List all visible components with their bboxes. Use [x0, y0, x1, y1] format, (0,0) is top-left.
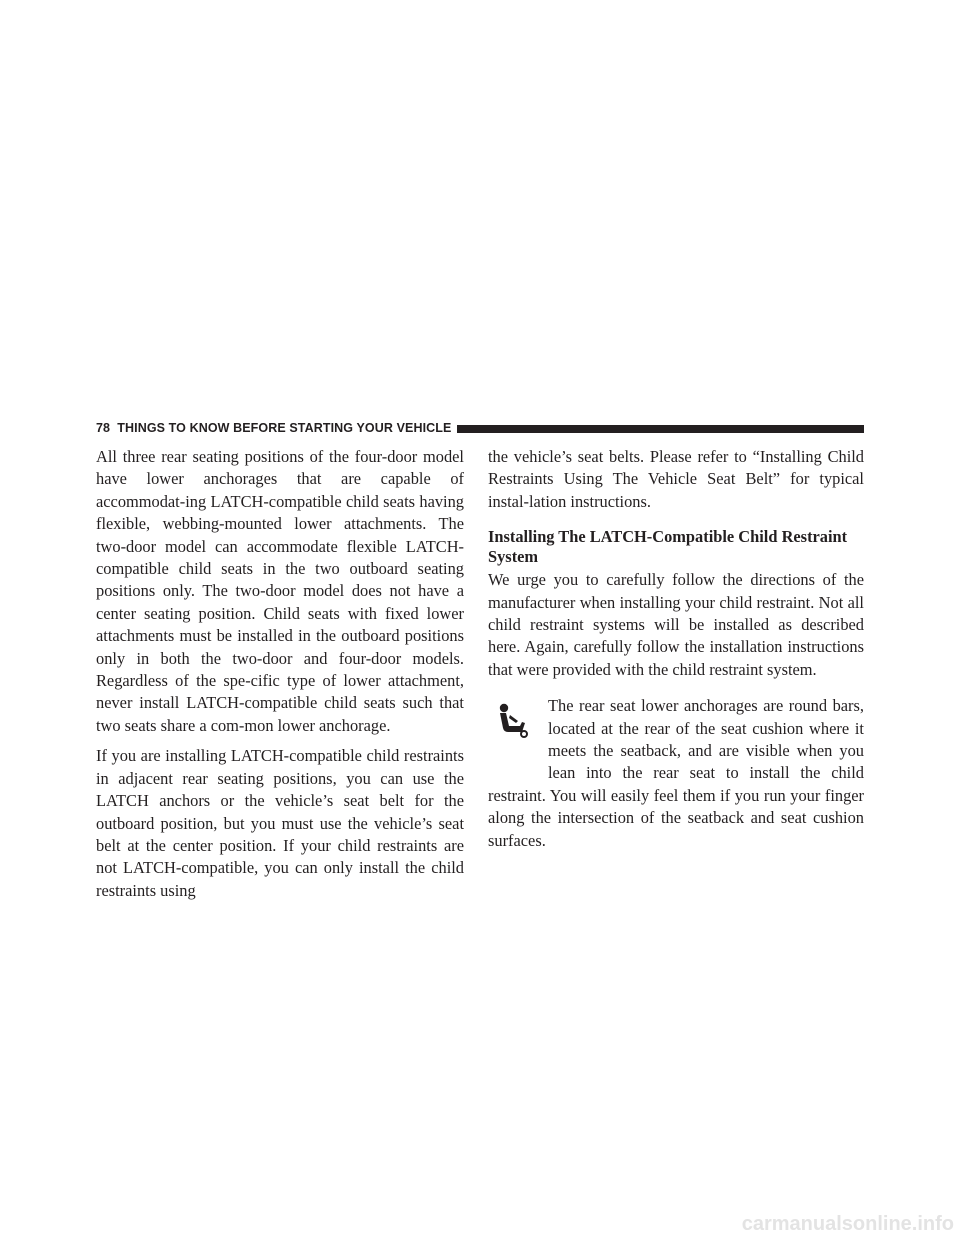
section-title: THINGS TO KNOW BEFORE STARTING YOUR VEHICLE — [117, 421, 452, 435]
page-header-label — [96, 421, 451, 435]
left-column — [96, 446, 464, 910]
child-seat-anchor-icon — [488, 701, 538, 771]
watermark: carmanualsonline.info — [741, 1213, 954, 1235]
anchorage-note — [488, 695, 864, 852]
page-header — [96, 418, 864, 438]
body-paragraph: All three rear seating positions of the four-door model have lower anchorages that are capable of accommodat-ing LATCH-compatible child seats having flexible, webbing-mounted lower attachments. The two-door model can accommodate flexible LATCH-compatible child seats in the two outboard seating positions only. The two-door model does not have a center seating position. Child seats with fixed lower attachments must be installed in the outboard positions only in both the two-door and four-door models. Regardless of the spe-cific type of lower attachment, never install LATCH-compatible child seats such that two seats share a com-mon lower anchorage. — [96, 447, 464, 735]
body-paragraph: If you are installing LATCH-compatible child restraints in adjacent rear seating positions, you can use the LATCH anchors or the vehicle’s seat belt for the outboard position, but you must use the vehicle’s seat belt at the center position. If your child restraints are not LATCH-compatible, you can only install the child restraints using — [96, 746, 464, 900]
section-heading: Installing The LATCH-Compatible Child Restraint System — [488, 527, 848, 567]
body-paragraph: The rear seat lower anchorages are round bars, located at the rear of the seat cushion where it meets the seatback, and are visible when you lean into the rear seat to install the child restraint. You will easily feel them if you run your finger along the intersection of the seatback and seat cushion surfaces. — [488, 696, 864, 850]
body-paragraph: the vehicle’s seat belts. Please refer to “Installing Child Restraints Using The Vehicle Seat Belt” for typical instal-lation instructions. — [488, 447, 864, 511]
header-rule — [457, 425, 864, 433]
right-column — [488, 446, 864, 860]
body-paragraph: We urge you to carefully follow the directions of the manufacturer when installing your child restraint. Not all child restraint systems will be installed as described here. Again, carefully follow the installation instructions that were provided with the child restraint system. — [488, 570, 864, 679]
page-number: 78 — [96, 421, 111, 435]
